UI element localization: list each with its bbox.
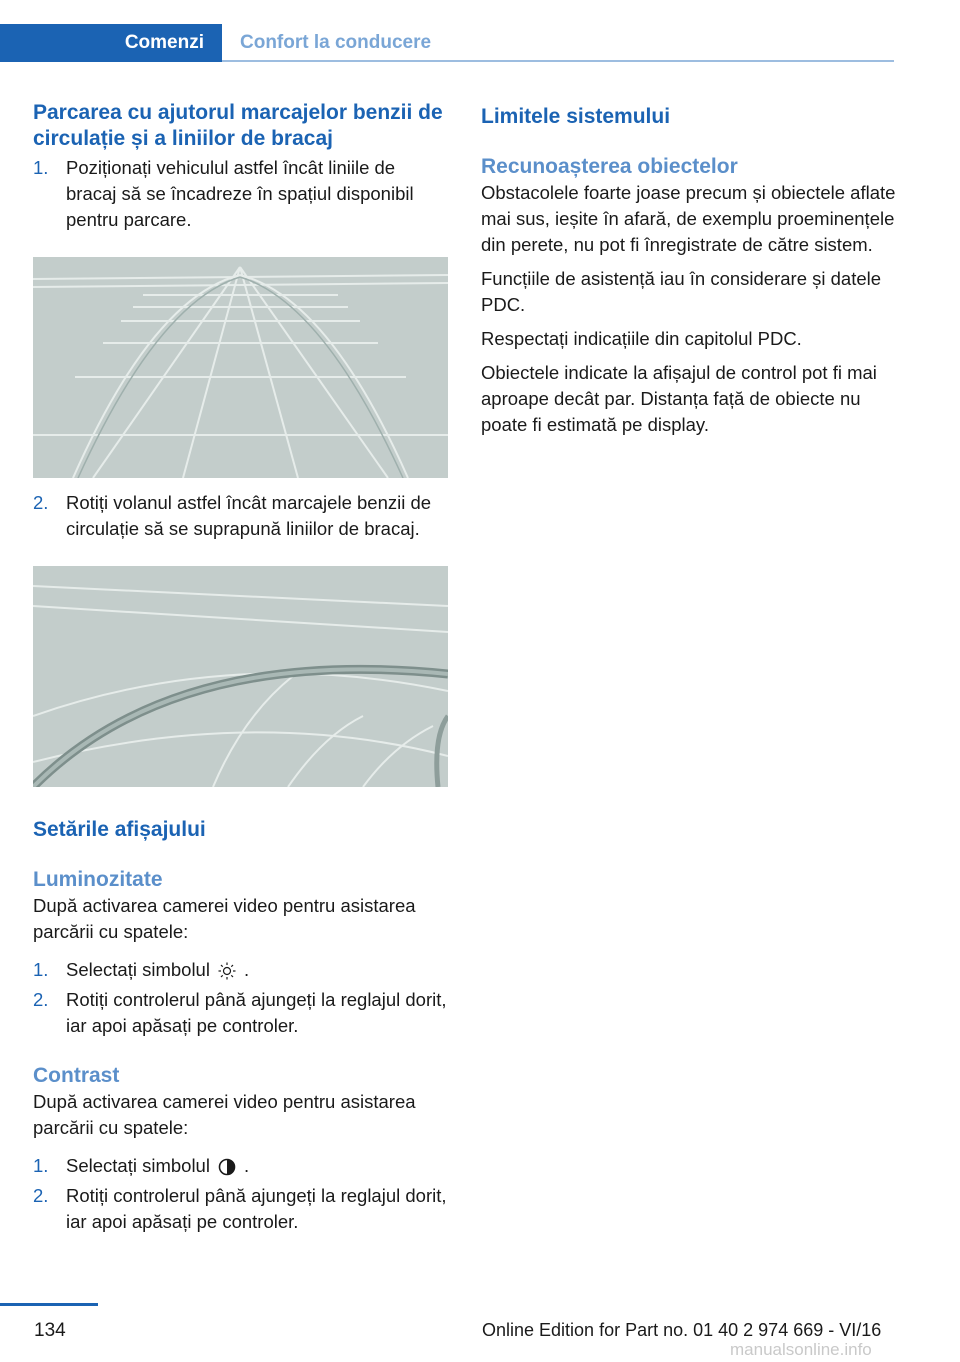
brightness-steps bbox=[33, 957, 448, 1039]
list-item bbox=[33, 490, 448, 542]
sun-icon bbox=[218, 961, 236, 987]
step-text: Poziționați vehiculul astfel încât liniile de bracaj să se încadreze în spațiul disponibil pentru parcare. bbox=[66, 157, 414, 230]
step-number: 2. bbox=[33, 1185, 49, 1206]
step-number: 1. bbox=[33, 1155, 49, 1176]
list-item bbox=[33, 957, 448, 987]
step-text: Rotiți volanul astfel încât marcajele benzii de circulație să se suprapună liniilor de bracaj. bbox=[66, 492, 432, 539]
header-divider bbox=[222, 60, 894, 62]
paragraph: Funcțiile de asistență iau în considerare și datele PDC. bbox=[481, 268, 882, 315]
step-text: Rotiți controlerul până ajungeți la reglajul dorit, iar apoi apăsați pe controler. bbox=[66, 1185, 447, 1232]
footer-divider bbox=[0, 1303, 98, 1306]
figure-turning-lines-curved bbox=[33, 566, 448, 787]
list-item bbox=[33, 1183, 448, 1235]
figure-turning-lines-straight bbox=[33, 257, 448, 478]
subsection-title-object-recognition: Recunoașterea obiectelor bbox=[481, 155, 738, 178]
paragraph: Obiectele indicate la afișajul de control pot fi mai aproape decât par. Distanța față de obiecte nu poate fi estimată pe display. bbox=[481, 362, 877, 435]
parking-steps-2 bbox=[33, 490, 448, 542]
paragraph: Obstacolele foarte joase precum și obiectele aflate mai sus, ieșite în afară, de exemplu proeminențele din perete, nu pot fi înregistrate de către sistem. bbox=[481, 182, 896, 255]
step-end: . bbox=[243, 1155, 250, 1176]
step-number: 1. bbox=[33, 959, 49, 980]
subsection-title-brightness: Luminozitate bbox=[33, 868, 163, 891]
parking-steps-1 bbox=[33, 155, 448, 233]
tab-confort-la-conducere[interactable]: Confort la conducere bbox=[240, 32, 432, 53]
step-text: Selectați simbolul bbox=[66, 1155, 210, 1176]
step-end: . bbox=[243, 959, 250, 980]
step-number: 2. bbox=[33, 989, 49, 1010]
right-column bbox=[481, 100, 899, 438]
step-number: 1. bbox=[33, 157, 49, 178]
edition-info: Online Edition for Part no. 01 40 2 974 669 - VI/16 bbox=[482, 1320, 882, 1340]
watermark: manualsonline.info bbox=[730, 1340, 872, 1359]
contrast-icon bbox=[218, 1157, 236, 1183]
list-item bbox=[33, 155, 448, 233]
page-number: 134 bbox=[34, 1320, 66, 1341]
brightness-intro: După activarea camerei video pentru asistarea parcării cu spatele: bbox=[33, 895, 416, 942]
section-title-display-settings: Setările afișajului bbox=[33, 818, 206, 841]
left-column bbox=[33, 100, 448, 1235]
page-header bbox=[0, 0, 960, 64]
list-item bbox=[33, 1153, 448, 1183]
list-item bbox=[33, 987, 448, 1039]
step-number: 2. bbox=[33, 492, 49, 513]
subsection-title-contrast: Contrast bbox=[33, 1064, 120, 1087]
contrast-intro: După activarea camerei video pentru asistarea parcării cu spatele: bbox=[33, 1091, 416, 1138]
section-title-system-limits: Limitele sistemului bbox=[481, 105, 671, 128]
step-text: Rotiți controlerul până ajungeți la reglajul dorit, iar apoi apăsați pe controler. bbox=[66, 989, 447, 1036]
step-text: Selectați simbolul bbox=[66, 959, 210, 980]
tab-comenzi[interactable]: Comenzi bbox=[0, 24, 222, 62]
section-title-parking-lines: Parcarea cu ajutorul marcajelor benzii de circulație și a liniilor de bracaj bbox=[33, 101, 443, 150]
contrast-steps bbox=[33, 1153, 448, 1235]
paragraph: Respectați indicațiile din capitolul PDC. bbox=[481, 328, 802, 349]
